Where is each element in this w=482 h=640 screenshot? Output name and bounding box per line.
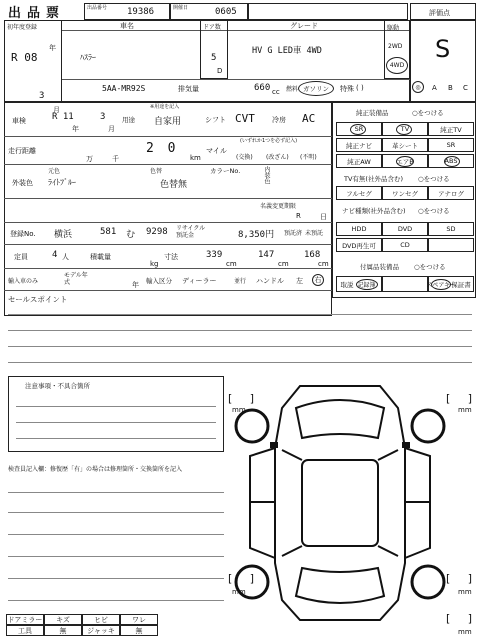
defects-label: 注意事項・不具合箇所 [25, 382, 90, 390]
steer-right-circled: 右 [312, 274, 324, 286]
title-deadline-day: 日 [320, 213, 327, 221]
navi-opt-dvd [382, 222, 428, 236]
row-rule-4 [4, 222, 332, 223]
navi-opt-sd-label: SD [446, 225, 456, 233]
shift-label: シフト [205, 116, 226, 124]
vehicle-mid-rule [62, 79, 410, 80]
grade-score-header [410, 3, 476, 20]
footer-c-jack [82, 625, 120, 636]
spare-bracket: [ ] [446, 612, 473, 625]
first-reg-month-suffix: 月 [53, 106, 60, 114]
grade-score-label: 評価点 [429, 9, 450, 17]
model-year-unit: 年 [132, 281, 139, 289]
extra-opt-record-circled: 記録簿 [356, 279, 378, 290]
first-reg-box [4, 20, 62, 114]
navi-opt-hdd [336, 222, 382, 236]
tire-fr-mm: mm [458, 406, 472, 414]
dims-label: 寸法 [164, 253, 178, 261]
navi-opt-cd-label: CD [400, 241, 410, 249]
usage-value: 自家用 [154, 117, 182, 127]
original-color-value: ﾗｲﾄﾌﾞﾙｰ [48, 178, 76, 187]
extra-opt-manual [336, 276, 382, 292]
navi-title: ナビ種類(社外品含む) [342, 207, 406, 215]
meter-label: マイル [206, 147, 227, 155]
load-label: 積載量 [90, 253, 111, 261]
special-label: 特殊 [340, 85, 354, 93]
seat-b: B [448, 84, 453, 92]
extra-title: 付属品装備品 [360, 263, 399, 271]
car-windshield [296, 400, 384, 438]
regist-area: 横浜 [54, 230, 73, 240]
equip-mark-r1a [350, 124, 366, 135]
defects-box [8, 376, 224, 452]
auction-date-box [170, 3, 248, 20]
dims-width-unit: cm [278, 260, 289, 268]
navi-opt-dvdplay [336, 238, 382, 252]
equip-r2-a-label: 純正ナビ [346, 141, 372, 150]
inspector-line-3 [8, 534, 224, 535]
color-no-label: カラーNo. [210, 167, 241, 175]
auction-date-label: 開催日 [173, 5, 189, 11]
seat-circle: ◎ [412, 81, 424, 93]
original-color-label: 元色 [48, 168, 61, 175]
tire-rl-bracket: [ ] [228, 572, 255, 585]
defects-line-2 [16, 422, 216, 423]
import-class-value: ディーラー [182, 277, 217, 285]
disp-value: 660 [254, 83, 271, 93]
doors-box [200, 20, 228, 79]
tv-note: ○をつける [418, 175, 450, 183]
title-deadline-year: R [296, 212, 301, 220]
ac-value: AC [302, 112, 316, 125]
car-roof [302, 460, 378, 546]
interior-label: 内装色 [263, 166, 270, 184]
mileage-unit-km: km [190, 154, 201, 162]
capacity-value: 4 [52, 250, 58, 260]
tire-rr-bracket: [ ] [446, 572, 473, 585]
entry-no-box [84, 3, 170, 20]
row-rule-5 [4, 244, 332, 245]
doors-label: ドア数 [203, 24, 221, 31]
extra-note: ○をつける [414, 263, 446, 271]
row-rule-3 [4, 198, 332, 199]
inspector-line-1 [8, 492, 224, 493]
car-name-value: ﾊｽﾗｰ [80, 53, 96, 62]
sales-line-1 [8, 314, 472, 315]
grade-score-value: S [435, 35, 451, 63]
wheel-front-right [412, 410, 444, 442]
title-deadline-label: 名義変更期限 [260, 203, 297, 210]
equip-r1-b-label: TV [400, 125, 410, 133]
dims-width: 147 [258, 250, 275, 260]
defects-line-3 [16, 438, 216, 439]
footer-h-mirror [6, 614, 44, 625]
navi-opt-dvd-label: DVD [397, 225, 413, 233]
equip-mark-r1b [396, 124, 412, 135]
auction-date-value: 0605 [215, 7, 237, 17]
navi-opt-cd [382, 238, 428, 252]
disp-label: 排気量 [178, 85, 199, 93]
equip-r3-a [336, 154, 382, 168]
first-reg-month: 3 [39, 91, 45, 101]
mileage-unit-man: 万 [86, 155, 93, 163]
mileage-unit-sen: 千 [112, 155, 119, 163]
entry-no-value: 19386 [127, 7, 155, 17]
model-year-label: モデル年式 [64, 272, 88, 286]
capacity-unit: 人 [62, 253, 69, 261]
recycle-amount: 8,350円 [238, 230, 275, 240]
equip-r2-b-label: 革シート [392, 141, 418, 150]
first-reg-value: R 08 [11, 51, 38, 64]
meter-opt-unknown: (不明) [300, 154, 317, 161]
meter-opt-tamper: (改ざん) [266, 154, 289, 161]
recycle-status: 預託済 [284, 230, 303, 237]
wheel-rear-right [412, 566, 444, 598]
meter-opt-exchange: (交換) [236, 154, 253, 161]
mileage-value: 2 0 [146, 141, 179, 156]
import-label: 輸入車のみ [8, 278, 39, 285]
car-rear-window [296, 568, 384, 603]
header-blank-box [248, 3, 408, 20]
load-unit: kg [150, 260, 159, 268]
doors-unit: D [217, 67, 223, 75]
color-change-value: 色替無 [160, 180, 188, 190]
special-bracket: ( ) [356, 84, 364, 92]
footer-h-crack [82, 614, 120, 625]
row-rule-6 [4, 268, 332, 269]
footer-c-jack-val [120, 625, 158, 636]
inspector-line-6 [8, 600, 224, 601]
entry-no-label: 出品番号 [87, 5, 108, 11]
shift-value: CVT [235, 112, 255, 125]
row-rule-2 [4, 164, 332, 165]
vehicle-header-rule [62, 30, 410, 31]
meter-note: (いずれか1つを必ず記入) [240, 138, 298, 144]
navi-opt-sd [428, 222, 474, 236]
equip-mark-r3c [444, 156, 460, 167]
equip-r1-c [428, 122, 474, 136]
inspection-month-suffix: 月 [108, 125, 115, 133]
drive-box [384, 20, 410, 79]
inspector-line-4 [8, 556, 224, 557]
equip-r2-c-label: SR [446, 141, 456, 149]
seat-a: A [432, 84, 437, 92]
equip-r3-a-label: 純正AW [347, 157, 371, 166]
tire-rr-mm: mm [458, 588, 472, 596]
tv-opt-full-label: フルセグ [346, 189, 372, 198]
color-label: 外装色 [12, 179, 33, 187]
first-reg-year-suffix: 年 [49, 44, 56, 52]
doors-value: 5 [211, 53, 217, 63]
drive-label: 駆動 [387, 25, 400, 32]
equip-r3-c-label: ABS [444, 157, 458, 165]
dims-length: 339 [206, 250, 223, 260]
footer-c-tools-val-label: 無 [59, 626, 67, 635]
sales-line-3 [8, 346, 472, 347]
usage-label: 用途 [122, 116, 135, 124]
inspection-era: R 11 [52, 112, 74, 122]
tv-opt-analog [428, 186, 474, 200]
regist-kana: む [126, 230, 136, 240]
steer-left: 左 [296, 277, 303, 285]
import-class-label: 輸入区分 [146, 277, 172, 285]
inspector-line-2 [8, 512, 224, 513]
navi-opt-dvdplay-label: DVD再生可 [342, 241, 376, 250]
footer-c-tools-val [44, 625, 82, 636]
equip-title: 純正装備品 [356, 109, 389, 117]
dims-height-unit: cm [318, 260, 329, 268]
wheel-front-left [236, 410, 268, 442]
steer-label: ハンドル [256, 277, 284, 285]
tire-fl-mm: mm [232, 406, 246, 414]
equip-r3-b-label: エアB [396, 157, 414, 166]
sales-point-label: セールスポイント [8, 295, 68, 304]
color-change-label: 色替 [150, 168, 163, 175]
equip-r2-b [382, 138, 428, 152]
tv-opt-one-label: ワンセグ [392, 189, 418, 198]
fuel-circled: ガソリン [298, 81, 334, 96]
inspection-month: 3 [100, 112, 106, 122]
sheet-title: 出品票 [8, 6, 66, 21]
footer-h-scratch [44, 614, 82, 625]
mileage-label: 走行距離 [8, 147, 36, 155]
sales-line-2 [8, 330, 472, 331]
equip-r2-a [336, 138, 382, 152]
car-diagram [230, 378, 450, 628]
dims-length-unit: cm [226, 260, 237, 268]
footer-h-break-label: ワレ [132, 615, 146, 624]
first-reg-label: 初年度登録 [7, 24, 38, 31]
footer-h-scratch-label: キズ [56, 615, 70, 624]
navi-note: ○をつける [418, 207, 450, 215]
extra-opt-warranty-label: 保証書 [451, 280, 471, 289]
navi-opt-blank [428, 238, 474, 252]
capacity-label: 定員 [14, 253, 28, 261]
footer-c-jack-val-label: 無 [135, 626, 143, 635]
footer-h-break [120, 614, 158, 625]
car-body-outline [275, 386, 405, 620]
tv-opt-analog-label: アナログ [438, 189, 464, 198]
mirror-right [402, 442, 410, 448]
extra-opt-keys [428, 276, 474, 292]
regist-number: 9298 [146, 227, 168, 237]
drive-2wd: 2WD [388, 43, 403, 50]
usage-note: ※用途を記入 [150, 104, 180, 110]
car-name-label: 車名 [120, 22, 134, 30]
tv-opt-full [336, 186, 382, 200]
fuel-label: 燃料 [286, 86, 299, 93]
sales-line-4 [8, 362, 472, 363]
mirror-left [270, 442, 278, 448]
tv-title: TV有無(社外品含む) [344, 175, 403, 183]
tv-opt-one [382, 186, 428, 200]
disp-unit: cc [272, 88, 280, 96]
regist-label: 登録No. [10, 230, 36, 238]
regist-class: 581 [100, 227, 117, 237]
extra-opt-key-circled: スペアキー [431, 279, 451, 290]
extra-opt-manual-label: 取説 [340, 280, 354, 289]
inspection-year-suffix: 年 [72, 125, 79, 133]
defects-line-1 [16, 406, 216, 407]
tire-fl-bracket: [ ] [228, 392, 255, 405]
equip-r2-c [428, 138, 474, 152]
tire-rl-mm: mm [232, 588, 246, 596]
grade-label: グレード [290, 22, 318, 30]
equip-title-note: ○をつける [412, 109, 444, 117]
footer-c-tools [6, 625, 44, 636]
recycle-label: リサイクル預託金 [176, 225, 206, 239]
footer-c-tools-label: 工具 [18, 626, 32, 635]
wheel-rear-left [236, 566, 268, 598]
spare-mm: mm [458, 628, 472, 636]
import-class-other: 並行 [234, 278, 247, 285]
grade-value: HV G LED車 4WD [252, 46, 322, 56]
footer-c-jack-label: ジャッキ [87, 626, 115, 635]
ac-label: 冷房 [272, 116, 286, 124]
recycle-unpaid: 未預託 [305, 230, 324, 237]
inspector-label: 検査員記入欄：修復歴「有」の場合は修理箇所・交換箇所を記入 [8, 466, 183, 473]
inspector-line-5 [8, 578, 224, 579]
model-code: 5AA-MR92S [102, 84, 146, 93]
navi-opt-hdd-label: HDD [351, 225, 367, 233]
equip-mark-r3b [396, 156, 414, 167]
row-rule-7 [4, 290, 332, 291]
dims-height: 168 [304, 250, 321, 260]
equip-r1-a-label: SR [354, 125, 364, 133]
equip-r1-c-label: 純正TV [440, 125, 462, 134]
footer-h-mirror-label: ドアミラー [7, 615, 43, 624]
tire-fr-bracket: [ ] [446, 392, 473, 405]
footer-h-crack-label: ヒビ [94, 615, 108, 624]
seat-c: C [463, 84, 468, 92]
drive-4wd-circled: 4WD [386, 57, 408, 74]
inspection-label: 車検 [12, 117, 26, 125]
extra-opt-blank [382, 276, 428, 292]
